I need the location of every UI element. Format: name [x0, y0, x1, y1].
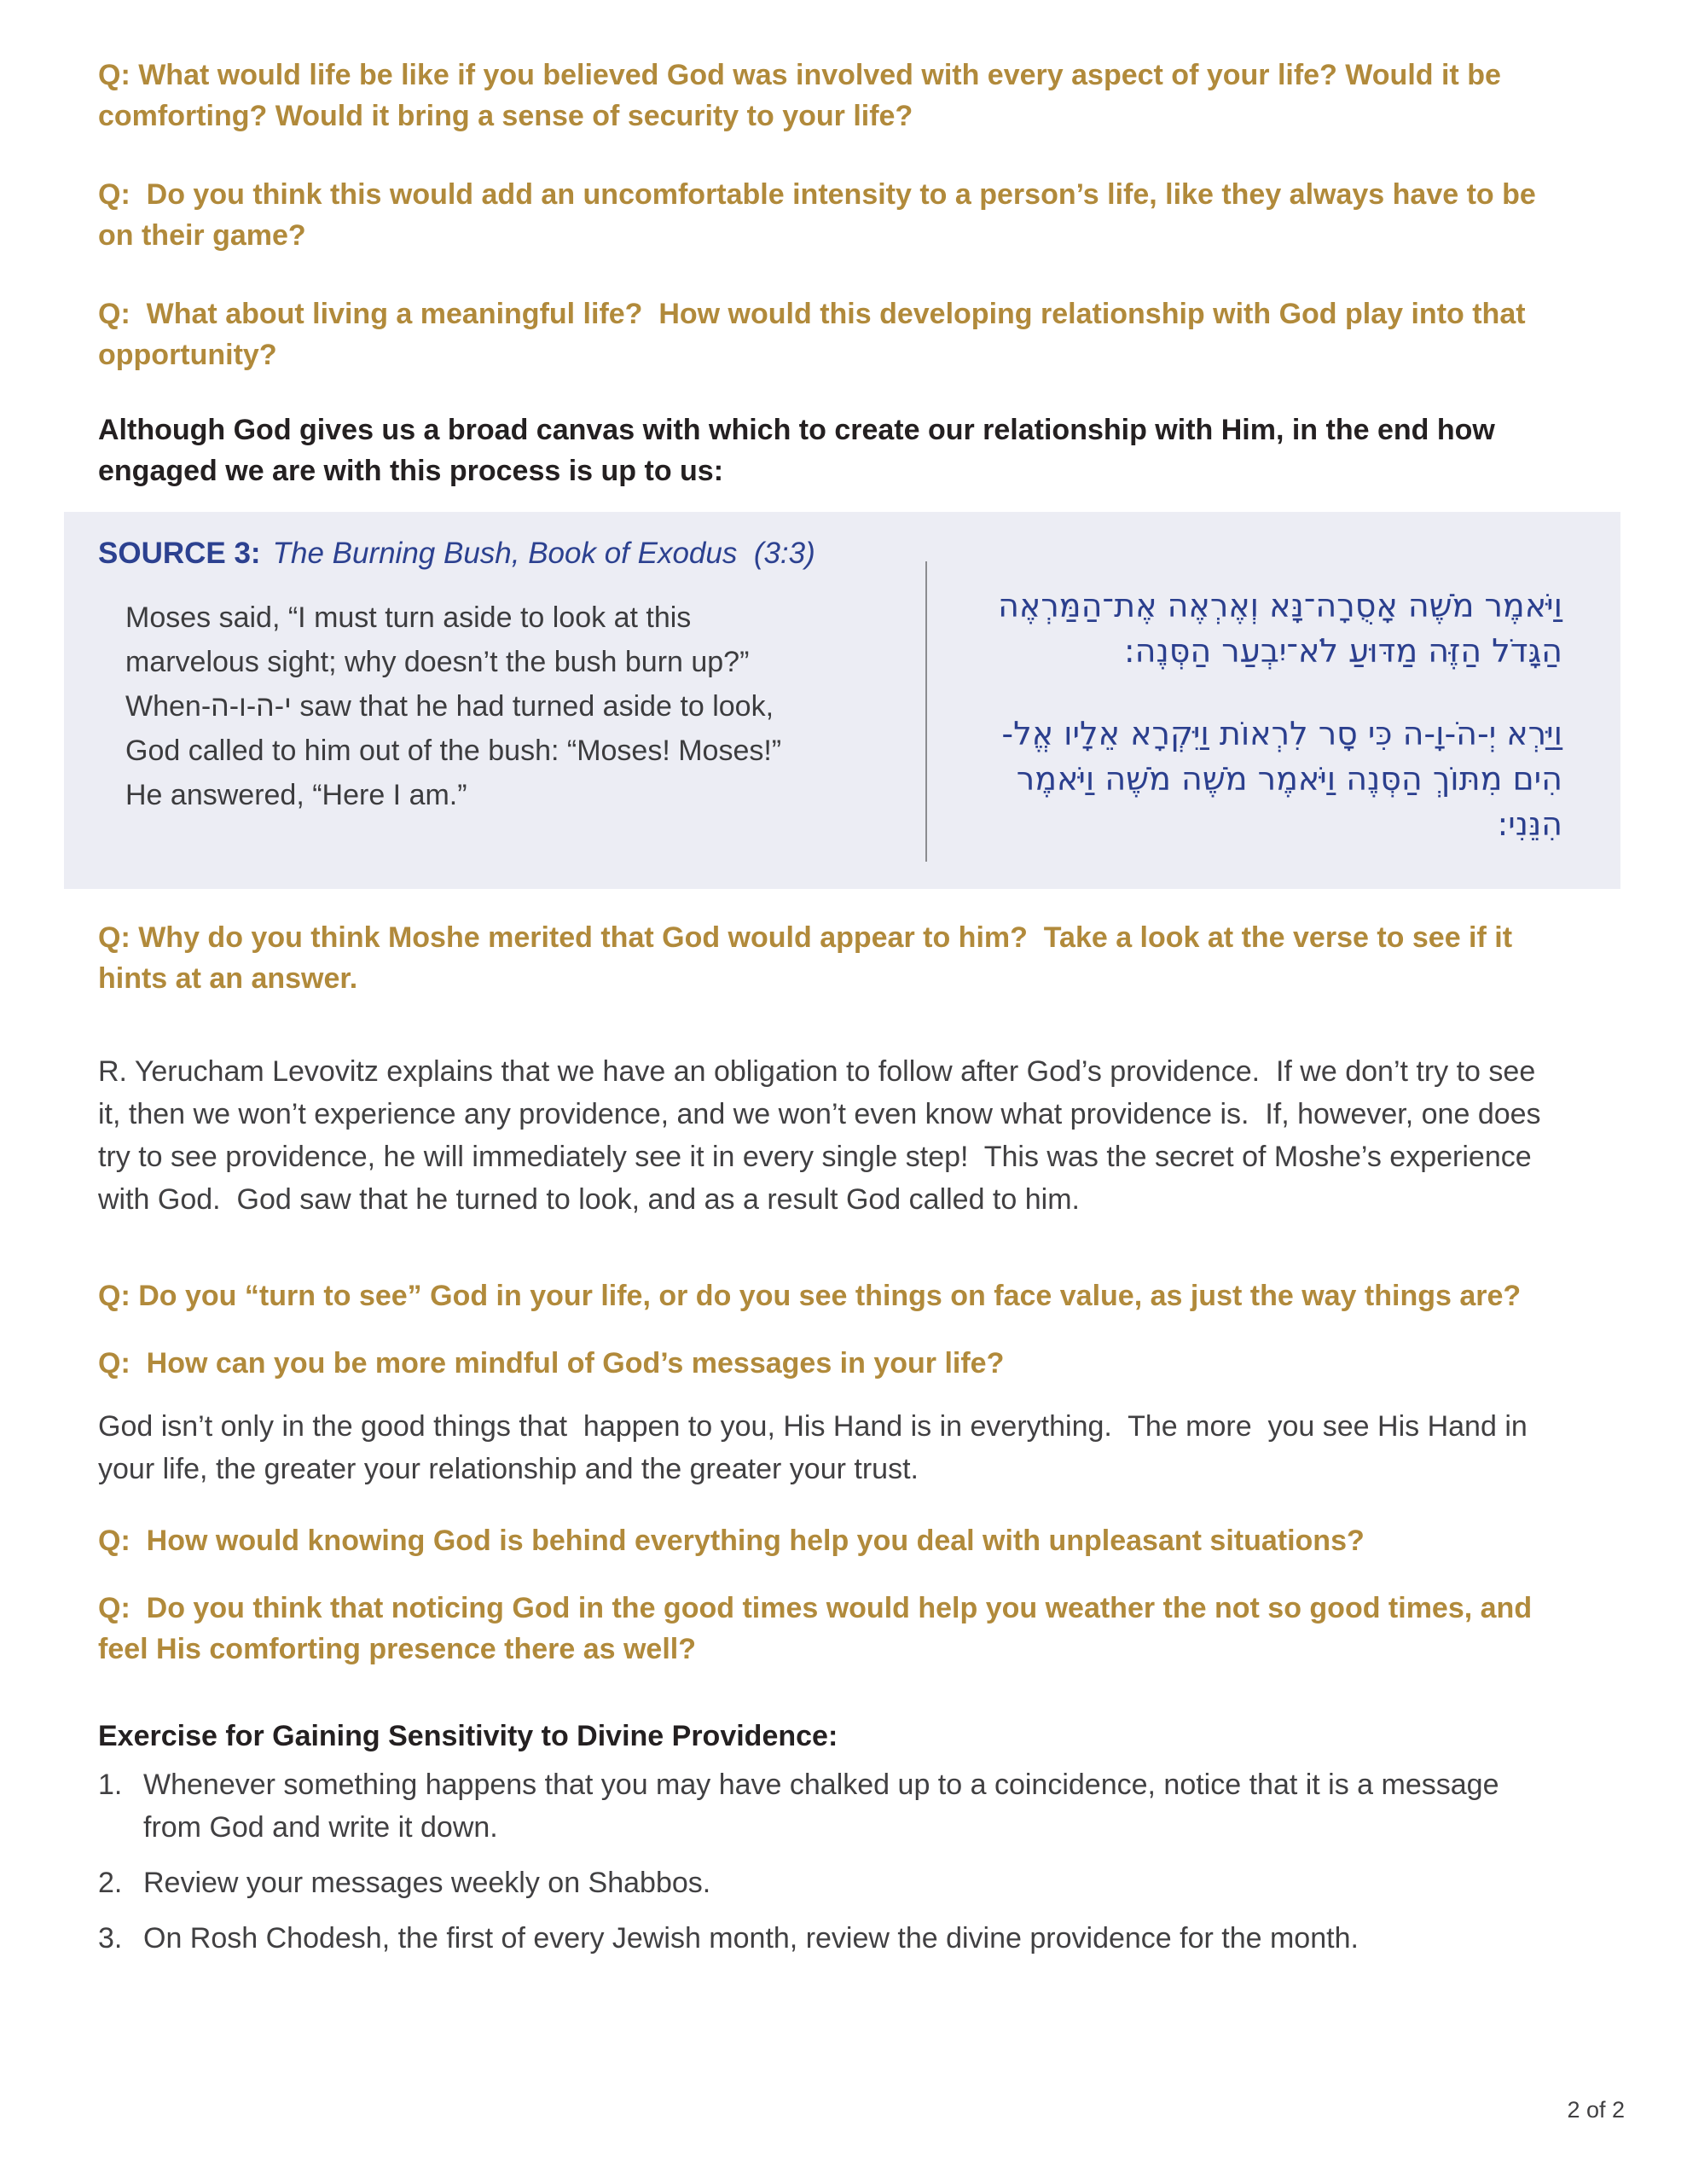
- question-weather-not-so-good-times: Q: Do you think that noticing God in the good times would help you weather the not so good times, and feel His comforting presence there as well?: [98, 1592, 1540, 1665]
- page-number: 2 of 2: [1567, 2097, 1625, 2123]
- list-item: [98, 1862, 1541, 1904]
- english-verse-line: He answered, “Here I am.”: [125, 779, 467, 811]
- source-title-text: The Burning Bush, Book of Exodus (3:3): [272, 537, 815, 570]
- list-item-text: Whenever something happens that you may have chalked up to a coincidence, notice that it is a message from God and write it down.: [143, 1769, 1507, 1844]
- list-item: [98, 1763, 1541, 1849]
- source-hebrew-verse: [955, 584, 1562, 847]
- list-item-text: Review your messages weekly on Shabbos.: [143, 1867, 711, 1899]
- source-box: [64, 512, 1620, 889]
- english-verse-line: God called to him out of the bush: “Moses! Moses!”: [125, 735, 782, 767]
- question-aspect-of-life: Q: What would life be like if you believed God was involved with every aspect of your life? Would it be comforting? Would it bring a sense of security to your life?: [98, 59, 1510, 132]
- list-item: [98, 1917, 1541, 1960]
- question-uncomfortable-intensity: Q: Do you think this would add an uncomfortable intensity to a person’s life, like they always have to be on their game?: [98, 178, 1545, 252]
- intro-paragraph: Although God gives us a broad canvas with which to create our relationship with Him, in the end how engaged we are with this process is up to us:: [98, 414, 1504, 487]
- gods-hand-paragraph: God isn’t only in the good things that happen to you, His Hand is in everything. The more you see His Hand in your life, the greater your relationship and the greater your trust.: [98, 1410, 1536, 1485]
- hebrew-verse-line: הִים מִתּוֹךְ הַסְּנֶה וַיֹּאמֶר מֹשֶׁה מֹשֶׁה וַיֹּאמֶר: [1016, 760, 1562, 798]
- yerucham-levovitz-paragraph: R. Yerucham Levovitz explains that we have an obligation to follow after God’s providence. If we don’t try to see it, then we won’t experience any providence, and we won’t even know what providence is. If, however, one does try to see providence, he will immediately see it in every single step! This was the secret of Moshe’s experience with God. God saw that he turned to look, and as a result God called to him.: [98, 1055, 1550, 1216]
- english-verse-line: When-י-ה-ו-ה saw that he had turned aside to look,: [125, 690, 774, 723]
- list-item-text: On Rosh Chodesh, the first of every Jewish month, review the divine providence for the month.: [143, 1922, 1359, 1955]
- question-meaningful-life: Q: What about living a meaningful life? How would this developing relationship with God play into that opportunity?: [98, 298, 1534, 371]
- english-verse-line: marvelous sight; why doesn’t the bush burn up?”: [125, 646, 750, 678]
- source-english-translation: [125, 595, 893, 817]
- hebrew-verse-line: הִנֵּנִי:: [1497, 805, 1562, 843]
- hebrew-verse-line: וַיֹּאמֶר מֹשֶׁה אָסֻרָה־נָּא וְאֶרְאֶה אֶת־הַמַּרְאֶה: [998, 587, 1562, 624]
- hebrew-verse-gap: [955, 674, 1562, 712]
- question-turn-to-see: Q: Do you “turn to see” God in your life, or do you see things on face value, as just the way things are?: [98, 1280, 1522, 1312]
- exercise-heading: Exercise for Gaining Sensitivity to Divine Providence:: [98, 1720, 838, 1752]
- source-label: SOURCE 3:: [98, 537, 261, 570]
- question-unpleasant-situations: Q: How would knowing God is behind everything help you deal with unpleasant situations?: [98, 1525, 1365, 1557]
- list-item-number: 3.: [98, 1922, 123, 1955]
- content-column: [98, 55, 1562, 1960]
- list-item-number: 1.: [98, 1769, 123, 1801]
- exercise-list: [98, 1763, 1541, 1960]
- source-title: [98, 536, 815, 572]
- english-verse-line: Moses said, “I must turn aside to look at this: [125, 601, 692, 634]
- list-item-number: 2.: [98, 1867, 123, 1899]
- question-more-mindful: Q: How can you be more mindful of God’s messages in your life?: [98, 1347, 1005, 1380]
- column-divider: [925, 561, 927, 862]
- hebrew-verse-line: הַגָּדֹל הַזֶּה מַדּוּעַ לֹא־יִבְעַר הַסְּנֶה:: [1123, 632, 1562, 670]
- question-moshe-merited: Q: Why do you think Moshe merited that God would appear to him? Take a look at the verse to see if it hints at an answer.: [98, 921, 1521, 995]
- hebrew-verse-line: וַיַּרְא יְ-הֹ-וָ-ה כִּי סָר לִרְאוֹת וַיִּקְרָא אֵלָיו אֱל-: [1001, 715, 1562, 752]
